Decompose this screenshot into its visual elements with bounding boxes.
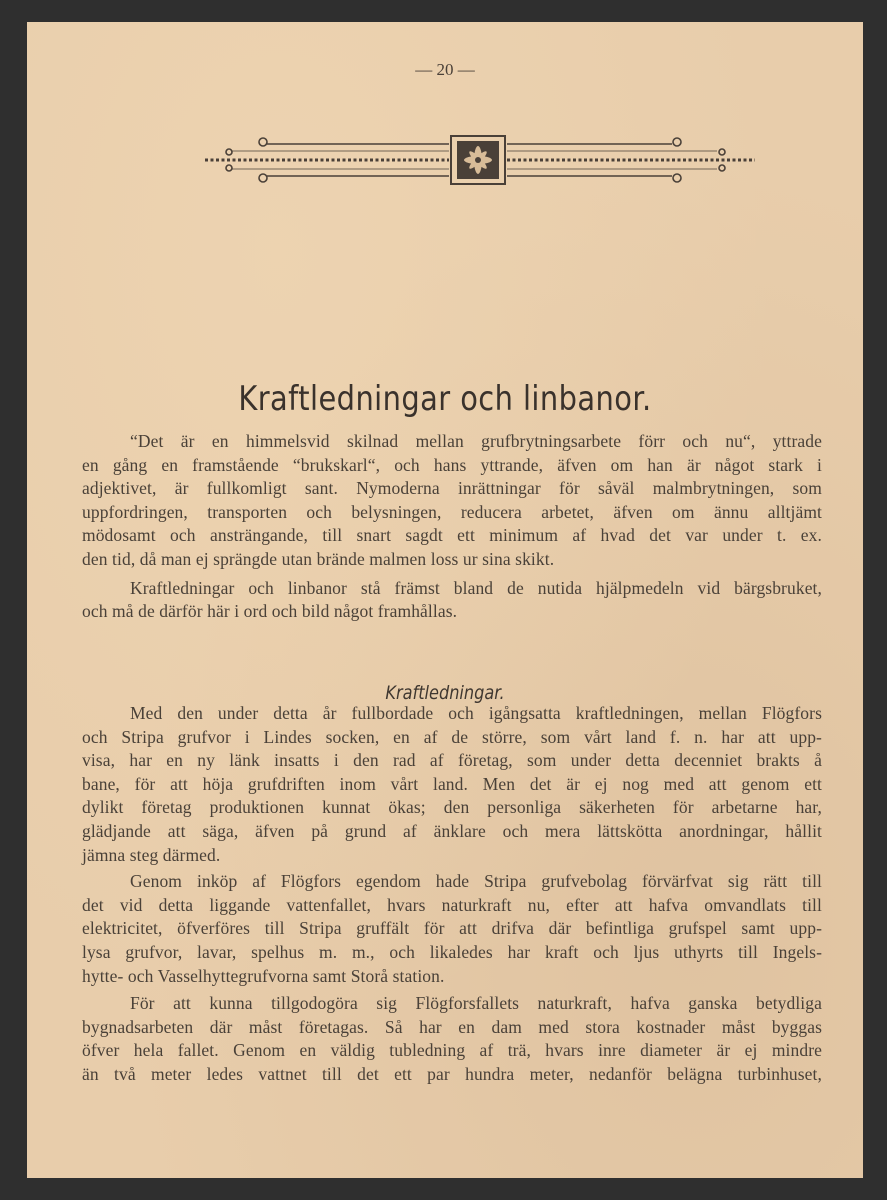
article-title: Kraftledningar och linbanor. [238, 379, 652, 419]
text-line: uppfordringen, transporten och belysningen, reducera arbetet, äfven om ännu alltjämt [82, 501, 822, 522]
text-line: och må de därför här i ord och bild något framhållas. [82, 601, 458, 622]
section-heading: Kraftledningar. [385, 682, 505, 704]
intro-section [82, 430, 822, 624]
paragraph [82, 992, 822, 1086]
text-line: glädjande att säga, äfven på grund af änklare och mera lättskötta anordningar, hållit [82, 820, 822, 841]
text-line: mödosamt och ansträngande, till snart sagdt ett minimum af hvad det var under t. ex. [82, 525, 822, 546]
text-line: adjektivet, är fullkomligt sant. Nymoderna inrättningar för såväl malmbrytningen, som [82, 478, 822, 499]
page-number: — 20 — [415, 60, 475, 79]
text-line: en gång en framstående “brukskarl“, och hans yttrande, äfven om han är något stark i [82, 454, 822, 475]
text-line: Genom inköp af Flögfors egendom hade Stripa grufvebolag förvärfvat sig rätt till [130, 871, 822, 892]
text-line: “Det är en himmelsvid skilnad mellan grufbrytningsarbete förr och nu“, yttrade [130, 431, 822, 451]
text-line: bane, för att höja grufdriften inom vårt land. Men det är ej nog med att genom ett [82, 773, 822, 794]
kraftledningar-section [82, 702, 822, 1087]
text-line: det vid detta liggande vattenfallet, hvars naturkraft nu, efter att hafva omvandlats till [82, 894, 822, 915]
decorative-ornament-icon [177, 130, 777, 190]
text-line: elektricitet, öfverföres till Stripa gruffält för att drifva där befintliga grufspel samt upp- [82, 918, 822, 939]
text-line: och Stripa grufvor i Lindes socken, en af de större, som vårt land f. n. har att upp- [82, 726, 822, 747]
text-line: än två meter ledes vattnet till det ett par hundra meter, nedanför belägna turbinhuset, [82, 1063, 822, 1084]
text-line: visa, har en ny länk insatts i den rad af företag, som under detta decenniet brakts å [82, 750, 822, 771]
text-line: hytte- och Vasselhyttegrufvorna samt Storå station. [82, 965, 445, 986]
paragraph [82, 870, 822, 988]
text-line: Kraftledningar och linbanor stå främst bland de nutida hjälpmedeln vid bärgsbruket, [130, 577, 822, 598]
text-line: bygnadsarbeten där måst företagas. Så har en dam med stora kostnader måst byggas [82, 1016, 822, 1037]
text-line: den tid, då man ej sprängde utan brände malmen loss ur sina skikt. [82, 548, 555, 569]
paragraph [82, 430, 822, 572]
paragraph [82, 577, 822, 624]
text-line: jämna steg därmed. [82, 844, 221, 865]
paragraph [82, 702, 822, 867]
text-line: dylikt företag produktionen kunnat ökas; den personliga säkerheten för arbetarne har, [82, 797, 822, 818]
text-line: Med den under detta år fullbordade och igångsatta kraftledningen, mellan Flögfors [130, 703, 822, 723]
text-line: För att kunna tillgodogöra sig Flögforsfallets naturkraft, hafva ganska betydliga [130, 993, 822, 1014]
document-page [27, 22, 863, 1178]
text-line: lysa grufvor, lavar, spelhus m. m., och likaledes har kraft och ljus uthyrts till Ingels- [82, 941, 822, 962]
text-line: öfver hela fallet. Genom en väldig tubledning af trä, hvars inre diameter är ej mindre [82, 1040, 822, 1061]
